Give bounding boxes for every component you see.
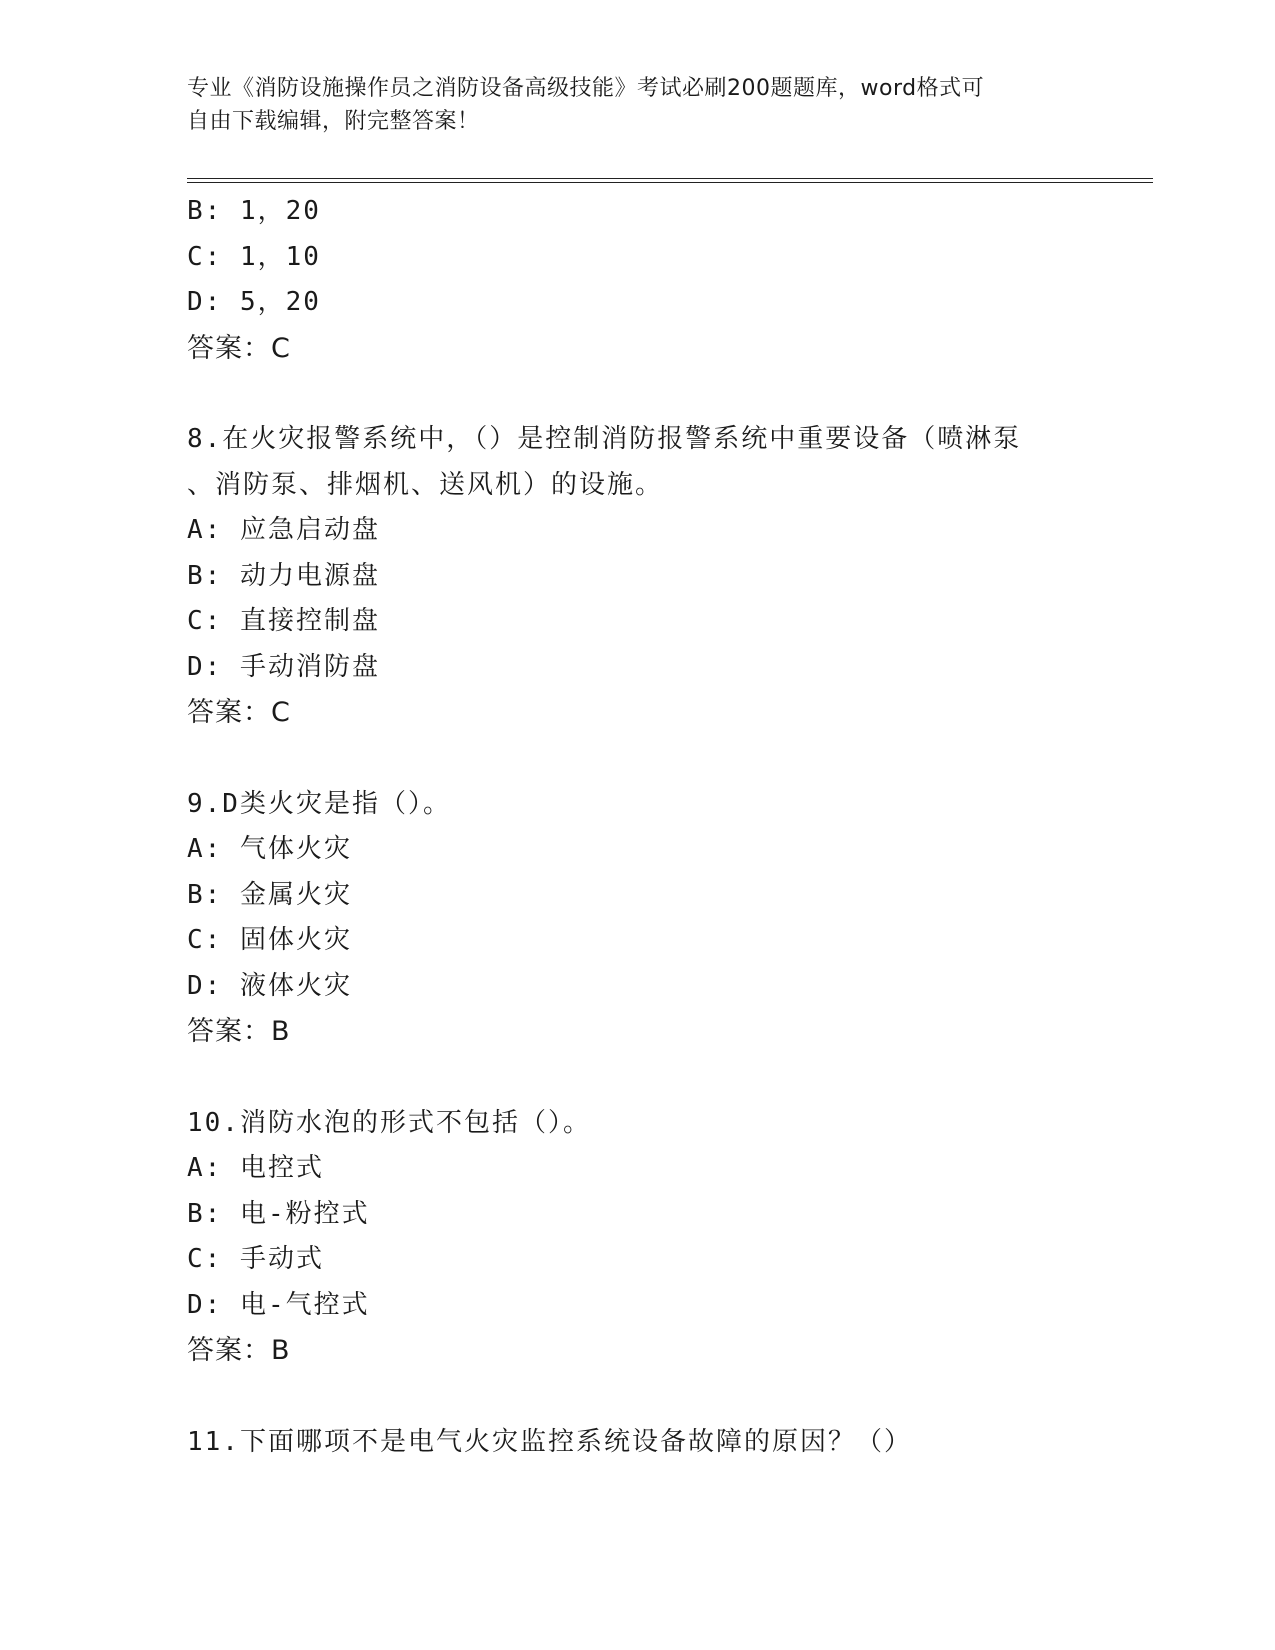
option-d: D: 5，20 [187,287,321,317]
header-title-line-2: 自由下载编辑，附完整答案！ [187,109,480,134]
option-a: A: 电控式 [187,1153,324,1183]
question-9 [187,782,1147,1055]
spacer [187,736,1147,782]
spacer [187,371,1147,417]
option-c: C: 直接控制盘 [187,606,380,636]
spacer [187,1374,1147,1420]
option-b: B: 动力电源盘 [187,560,380,591]
question-stem: 10.消防水泡的形式不包括（）。 [187,1107,591,1138]
option-d: D: 手动消防盘 [187,651,380,682]
option-c: C: 固体火灾 [187,925,352,955]
option-a: A: 气体火灾 [187,834,352,864]
answer-line: 答案：B [187,1016,291,1047]
option-b: B: 电-粉控式 [187,1198,370,1229]
answer-line: 答案：B [187,1335,291,1366]
question-stem: 9.D类火灾是指（）。 [187,788,451,819]
header-title-line-1: 专业《消防设施操作员之消防设备高级技能》考试必刷200题题库，word格式可 [187,76,985,101]
question-7-tail [187,189,1147,371]
question-stem-line-1: 8.在火灾报警系统中，（）是控制消防报警系统中重要设备（喷淋泵 [187,424,1022,454]
question-10 [187,1101,1147,1374]
question-stem-line-2: 、消防泵、排烟机、送风机）的设施。 [187,469,664,500]
option-b: B: 金属火灾 [187,879,352,910]
option-c: C: 手动式 [187,1244,324,1274]
spacer [187,1055,1147,1101]
option-c: C: 1，10 [187,241,321,272]
question-11 [187,1420,1147,1466]
answer-line: 答案：C [187,332,291,364]
option-d: D: 电-气控式 [187,1289,370,1320]
header-divider-bottom [187,182,1153,183]
question-list [187,189,1147,1465]
answer-line: 答案：C [187,697,291,728]
option-b: B: 1，20 [187,196,321,226]
document-header [187,72,1087,138]
question-stem: 11.下面哪项不是电气火灾监控系统设备故障的原因？（） [187,1426,912,1457]
option-a: A: 应急启动盘 [187,515,380,545]
option-d: D: 液体火灾 [187,970,352,1001]
question-8 [187,417,1147,736]
header-divider-top [187,178,1153,179]
